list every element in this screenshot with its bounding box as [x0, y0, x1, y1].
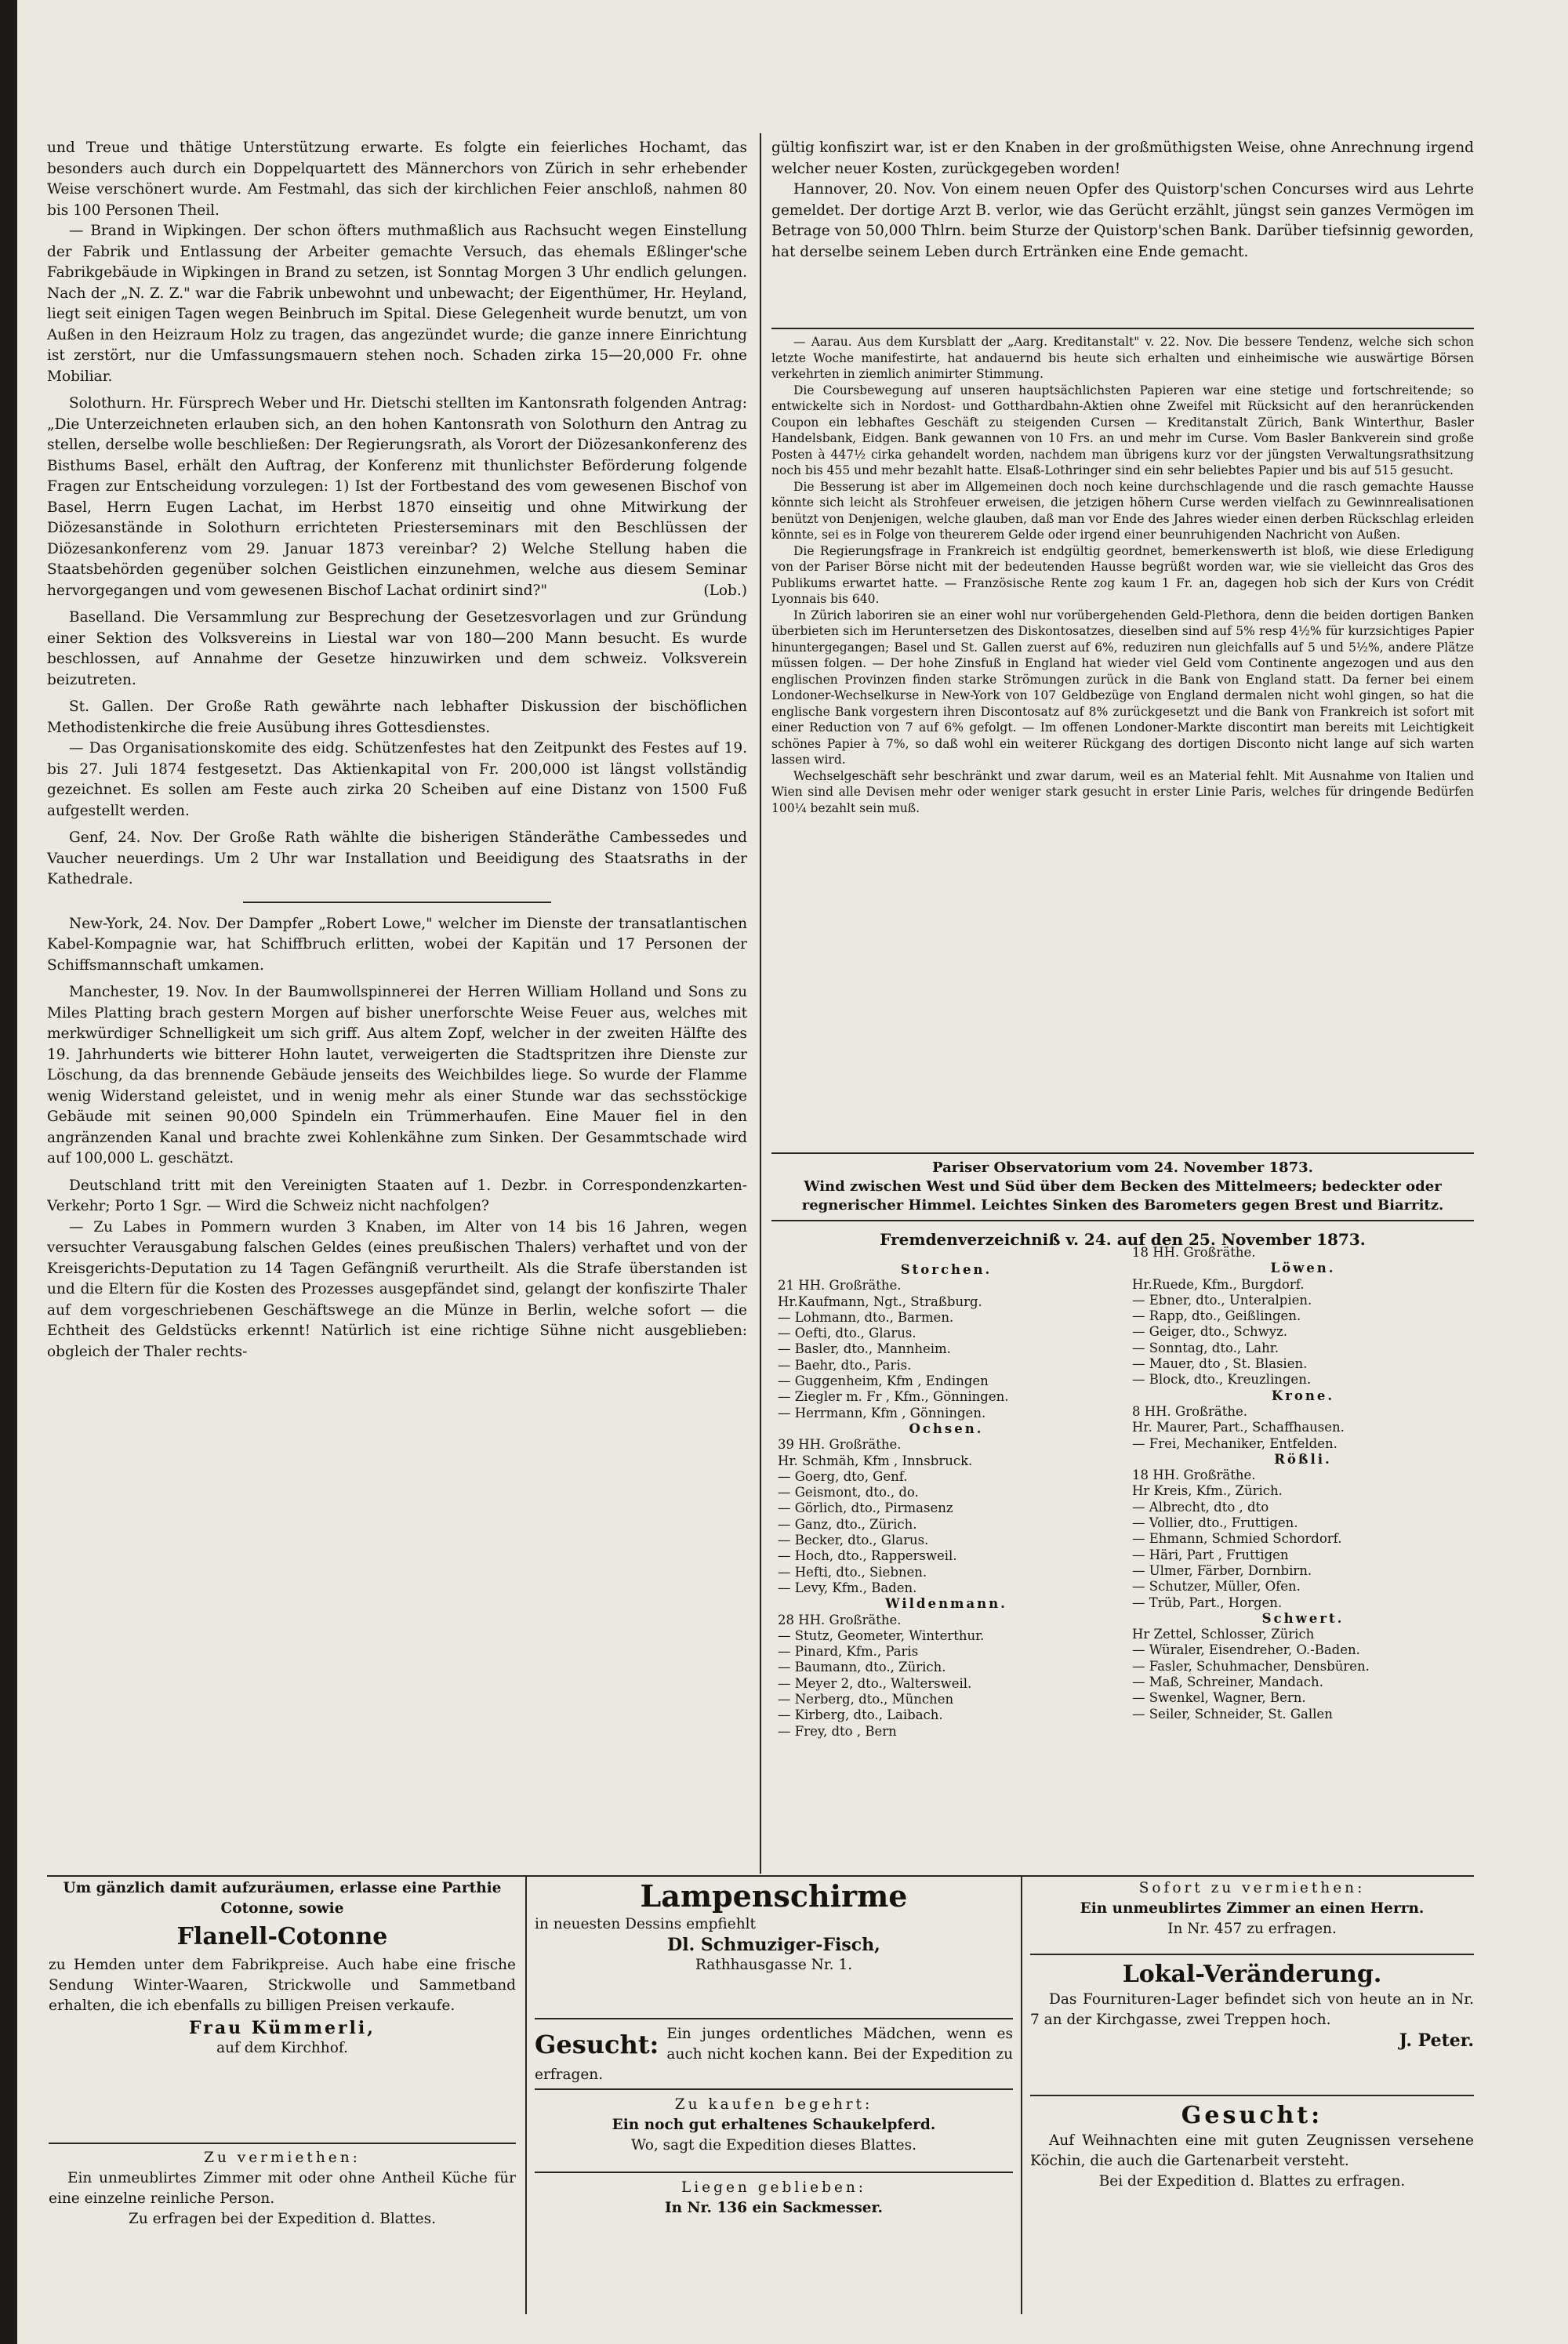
guest-list-entry: — Hoch, dto., Rappersweil. [778, 1548, 957, 1564]
finance-paragraph: Die Regierungsfrage in Frankreich ist endgültig geordnet, bemerkenswerth ist bloß, wie diese Erledigung von der Pariser Börse nicht mit der bedeutenden Hausse begrüßt worden war, wie sie vielleicht das Gros des Publikums erwartet hatte. — Französische Rente zog kaum 1 Fr. an, dagegen hob sich der Kurs von Crédit Lyonnais bis 640. [771, 543, 1474, 606]
section-divider [771, 328, 1474, 329]
guest-list-entry: — Maß, Schreiner, Mandach. [1132, 1675, 1323, 1690]
article-paragraph: New-York, 24. Nov. Der Dampfer „Robert Lowe," welcher im Dienste der transatlantischen Kabel-Kompagnie war, hat Schiffbruch erlitten, wobei der Kapitän und 17 Personen der Schiffsmannschaft umkamen. [47, 915, 747, 974]
guest-list-hotel-heading: Wildenmann. [885, 1596, 1007, 1612]
ad-vermiethen-text: Ein unmeublirtes Zimmer mit oder ohne Antheil Küche für eine einzelne reinliche Person. [49, 2170, 516, 2207]
guest-list-entry: 8 HH. Großräthe. [1132, 1403, 1248, 1419]
article-paragraph: und Treue und thätige Unterstützung erwarte. Es folgte ein feierliches Hochamt, das besonders auch durch ein Doppelquartett des Männerchors von Zürich in sehr erhebender Weise verschönert wurde. Am Festmahl, das sich der kirchlichen Feier anschloß, nahmen 80 bis 100 Personen Theil. [47, 140, 747, 219]
ads-column-rule [525, 1875, 527, 2314]
ad-lampenschirme [535, 1878, 1013, 1976]
guest-list-entry: — Trüb, Part., Horgen. [1132, 1595, 1283, 1610]
ad-vermiethen-right-contact: In Nr. 457 zu erfragen. [1167, 1921, 1337, 1937]
guest-list-entry: Hr Kreis, Kfm., Zürich. [1132, 1483, 1283, 1499]
finance-paragraph: Wechselgeschäft sehr beschränkt und zwar darum, weil es an Material fehlt. Mit Ausnahme von Italien und Wien sind alle Devisen mehr oder weniger stark gesucht in erster Linie Paris, welches für dringende Bedürfen 100¼ bezahlt sein muß. [771, 768, 1474, 815]
finance-paragraph: — Aarau. Aus dem Kursblatt der „Aarg. Kreditanstalt" v. 22. Nov. Die bessere Tendenz, welche sich schon letzte Woche manifestirte, hat andauernd bis heute sich erhalten und einheimische wie auswärtige Börsen verkehrten in ziemlich animirter Stimmung. [771, 335, 1474, 381]
left-column [47, 138, 747, 1851]
ads-divider [1030, 2095, 1474, 2096]
guest-list-entry: 18 HH. Großräthe. [1132, 1468, 1256, 1483]
guest-list-title: Fremdenverzeichniß v. 24. auf den 25. November 1873. [880, 1230, 1366, 1249]
guest-list-left [778, 1262, 1115, 1866]
guest-list-entry: — Baumann, dto., Zürich. [778, 1660, 946, 1675]
ad-vermiethen-title: Zu vermiethen: [204, 2150, 361, 2166]
guest-list-entry: — Guggenheim, Kfm , Endingen [778, 1373, 989, 1389]
article-paragraph: gültig konfiszirt war, ist er den Knaben in der großmüthigsten Weise, ohne Anrechnung irgend welcher neuer Kosten, zurückgegeben worden! [771, 140, 1474, 177]
guest-list-entry: Hr. Schmäh, Kfm , Innsbruck. [778, 1453, 973, 1468]
guest-list-entry: 39 HH. Großräthe. [778, 1437, 902, 1453]
guest-list-entry: — Fasler, Schuhmacher, Densbüren. [1132, 1658, 1370, 1674]
guest-list-entry: — Block, dto., Kreuzlingen. [1132, 1372, 1312, 1388]
guest-list-entry: — Häri, Part , Fruttigen [1132, 1547, 1289, 1562]
finance-report [771, 334, 1474, 1149]
ad-cotonne-place: auf dem Kirchhof. [216, 2040, 348, 2056]
article-paragraph: — Das Organisationskomite des eidg. Schützenfestes hat den Zeitpunkt des Festes auf 19. bis 27. Juli 1874 festgesetzt. Das Aktienkapital von Fr. 200,000 ist längst vollständig gezeichnet. Es sollen am Feste auch zirka 20 Scheiben auf eine Distanz von 1500 Fuß aufgestellt werden. [47, 740, 747, 819]
guest-list-entry: — Baehr, dto., Paris. [778, 1357, 912, 1373]
article-paragraph: Hannover, 20. Nov. Von einem neuen Opfer des Quistorp'schen Concurses wird aus Lehrte gemeldet. Der dortige Arzt B. verlor, wie das Gerücht erzählt, jüngst sein ganzes Vermögen im Betrage von 50,000 Thlrn. beim Sturze der Quistorp'schen Bank. Darüber tiefsinnig geworden, hat derselbe seinem Leben durch Ertränken eine Ende gemacht. [771, 181, 1474, 260]
ad-gesucht-right-contact: Bei der Expedition d. Blattes zu erfragen. [1098, 2173, 1406, 2190]
guest-list-entry: Hr. Maurer, Part., Schaffhausen. [1132, 1420, 1345, 1435]
ad-lampen-address: Rathhausgasse Nr. 1. [695, 1957, 853, 1973]
guest-list-entry: — Goerg, dto, Genf. [778, 1468, 908, 1484]
guest-list-entry: — Frei, Mechaniker, Entfelden. [1132, 1435, 1338, 1451]
guest-list-hotel-heading: Krone. [1271, 1388, 1335, 1403]
article-text: Solothurn. Hr. Fürsprech Weber und Hr. Dietschi stellten im Kantonsrath folgenden Antrag: „Die Unterzeichneten erlauben sich, an den hohen Kantonsrath von Solothurn den Antrag zu stellen, derselbe wolle beschließen: Der Regierungsrath, als Vorort der Diözesankonferenz des Bisthums Basel, erhält den Auftrag, der Konferenz mit thunlichster Beförderung folgende Fragen zur Entscheidung vorzulegen: 1) Ist der Fortbestand des vom gewesenen Bischof von Basel, Herrn Eugen Lachat, im Herbst 1870 einseitig und ohne Mitwirkung der Diözesanstände in Solothurn errichteten Priesterseminars mit den Beschlüssen der Diözesankonferenz vom 29. Januar 1873 vereinbar? 2) Welche Stellung haben die Staatsbehörden gegenüber solchen Geistlichen einzunehmen, welche aus diesem Seminar hervorgegangen und vom gewesenen Bischof Lachat ordinirt sind?" [47, 395, 747, 599]
guest-list-entry: Hr.Kaufmann, Ngt., Straßburg. [778, 1294, 982, 1309]
ads-divider [535, 2018, 1013, 2019]
ad-cotonne-intro: Um gänzlich damit aufzuräumen, erlasse eine Parthie Cotonne, sowie [63, 1880, 502, 1917]
page-binding-edge [0, 0, 17, 2344]
guest-list-entry: — Becker, dto., Glarus. [778, 1533, 929, 1548]
guest-list-entry: — Lohmann, dto., Barmen. [778, 1309, 954, 1325]
ads-divider [49, 2143, 516, 2144]
guest-list-hotel-heading: Storchen. [900, 1262, 993, 1277]
ad-cotonne-headline: Flanell-Cotonne [176, 1923, 388, 1950]
guest-list-right [1132, 1245, 1474, 1864]
section-divider [771, 1220, 1474, 1221]
guest-list-entry: — Kirberg, dto., Laibach. [778, 1707, 943, 1723]
ad-kaufen-contact: Wo, sagt die Expedition dieses Blattes. [631, 2137, 916, 2154]
observatory-box [771, 1159, 1474, 1214]
ad-lokal-text: Das Fournituren-Lager befindet sich von heute an in Nr. 7 an der Kirchgasse, zwei Treppen hoch. [1030, 1991, 1474, 2028]
guest-list-entry: — Ganz, dto., Zürich. [778, 1516, 917, 1532]
ad-lampen-line: in neuesten Dessins empfiehlt [535, 1916, 756, 1932]
ad-vermiethen-right [1030, 1878, 1474, 1939]
ad-gesucht-mid-block [535, 2024, 1013, 2085]
right-column-top [771, 138, 1474, 318]
ad-gesucht-right [1030, 2101, 1474, 2192]
ad-lokal-headline: Lokal-Veränderung. [1122, 1961, 1382, 1988]
guest-list-entry: — Nerberg, dto., München [778, 1692, 954, 1707]
column-rule [760, 133, 761, 1874]
ad-zu-kaufen [535, 2095, 1013, 2156]
observatory-text: Wind zwischen West und Süd über dem Becken des Mittelmeers; bedeckter oder regnerischer Himmel. Leichtes Sinken des Barometers gegen Brest und Biarritz. [801, 1178, 1444, 1214]
guest-list-hotel-heading: Löwen. [1270, 1261, 1336, 1276]
ad-gesucht-mid-head: Gesucht: [535, 2030, 659, 2059]
guest-list-entry: — Ehmann, Schmied Schordorf. [1132, 1531, 1342, 1547]
guest-list-entry: — Levy, Kfm., Baden. [778, 1580, 917, 1595]
article-paragraph: Baselland. Die Versammlung zur Besprechung der Gesetzesvorlagen und zur Gründung einer Sektion des Volksvereins in Liestal war von 180—200 Mann besucht. Es wurde beschlossen, auf Annahme der Gesetze hinzuwirken und dem schweiz. Volksverein beizutreten. [47, 609, 747, 688]
guest-list-entry: — Oefti, dto., Glarus. [778, 1326, 916, 1341]
guest-list-entry: — Meyer 2, dto., Waltersweil. [778, 1675, 972, 1691]
finance-paragraph: Die Besserung ist aber im Allgemeinen doch noch keine durchschlagende und die rasch gemachte Hausse könnte sich leicht als Strohfeuer erweisen, die jetzigen höhern Curse werden vielfach zu Gewinnrealisationen benützt von Denjenigen, welche glauben, daß man vor Ende des Jahres wieder einen derben Rückschlag erleiden könnte, sei es in Folge von theurerem Gelde oder irgend einer beunruhigenden Nachricht von Außen. [771, 479, 1474, 542]
finance-paragraph: Die Coursbewegung auf unseren hauptsächlichsten Papieren war eine stetige und fortschreitende; so entwickelte sich in Nordost- und Gotthardbahn-Aktien ohne Zweifel mit Rücksicht auf den heranrückenden Coupon ein lebhaftes Geschäft zu steigenden Cursen — Kreditanstalt Zürich, Bank Winterthur, Basler Handelsbank, Eidgen. Bank gewannen von 10 Frs. an und mehr im Curse. Vom Basler Bankverein sind große Posten à 447½ cirka gehandelt worden, nachdem man übrigens kurz vor der jüngsten Verwaltungsrathsitzung noch bis 455 und mehr bezahlt hatte. Elsaß-Lothringer sind ein sehr beliebtes Papier und bis auf 515 gesucht. [771, 383, 1474, 477]
ad-kaufen-text: Ein noch gut erhaltenes Schaukelpferd. [612, 2117, 936, 2133]
guest-list-entry: — Görlich, dto., Pirmasenz [778, 1500, 953, 1516]
article-paragraph: St. Gallen. Der Große Rath gewährte nach lebhafter Diskussion der bischöflichen Methodistenkirche die freie Ausübung ihres Gottesdienstes. [47, 698, 747, 736]
guest-list-entry: — Sonntag, dto., Lahr. [1132, 1340, 1279, 1355]
ads-divider [535, 2172, 1013, 2173]
ad-vermiethen-left [49, 2148, 516, 2230]
ad-lokal-name: J. Peter. [1399, 2030, 1474, 2051]
ad-lampen-headline: Lampenschirme [640, 1878, 908, 1914]
section-divider [243, 902, 551, 903]
observatory-title: Pariser Observatorium vom 24. November 1873. [932, 1159, 1313, 1176]
guest-list-hotel-heading: Schwert. [1261, 1610, 1345, 1626]
guest-list-entry: — Ebner, dto., Unteralpien. [1132, 1292, 1312, 1308]
guest-list-entry: — Pinard, Kfm., Paris [778, 1644, 919, 1660]
guest-list-entry: — Geiger, dto., Schwyz. [1132, 1324, 1287, 1340]
ad-vermiethen-right-title: Sofort zu vermiethen: [1138, 1880, 1366, 1896]
ad-vermiethen-right-text: Ein unmeublirtes Zimmer an einen Herrn. [1080, 1900, 1425, 1917]
guest-list-entry: — Hefti, dto., Siebnen. [778, 1564, 927, 1580]
ad-kaufen-title: Zu kaufen begehrt: [674, 2096, 873, 2113]
ad-liegen-geblieben [535, 2178, 1013, 2219]
guest-list-entry: — Frey, dto , Bern [778, 1723, 897, 1739]
guest-list-entry: Hr Zettel, Schlosser, Zürich [1132, 1627, 1315, 1642]
guest-list-entry: — Herrmann, Kfm , Gönningen. [778, 1405, 986, 1421]
ad-gesucht-right-text: Auf Weihnachten eine mit guten Zeugnissen versehene Köchin, die auch die Gartenarbeit versteht. [1030, 2132, 1474, 2169]
guest-list-hotel-heading: Ochsen. [909, 1421, 984, 1436]
guest-list-entry: — Geismont, dto., do. [778, 1485, 919, 1500]
ad-cotonne-text: zu Hemden unter dem Fabrikpreise. Auch habe eine frische Sendung Winter-Waaren, Strickwolle und Sammetband erhalten, die ich ebenfalls zu billigen Preisen verkaufe. [49, 1957, 516, 2014]
guest-list-entry: — Vollier, dto., Fruttigen. [1132, 1515, 1298, 1531]
ad-lokal-veraenderung [1030, 1960, 1474, 2051]
guest-list-hotel-heading: Rößli. [1274, 1451, 1332, 1467]
ad-cotonne [49, 1878, 516, 2059]
guest-list-entry: 18 HH. Großräthe. [1132, 1245, 1256, 1260]
ad-gesucht-mid [535, 2024, 1013, 2085]
article-paragraph: — Zu Labes in Pommern wurden 3 Knaben, im Alter von 14 bis 16 Jahren, wegen versuchter Verausgabung falschen Geldes (eines preußischen Thalers) verhaftet und von der Kreisgerichts-Deputation zu 14 Tagen Gefängniß verurtheilt. Als die Strafe überstanden ist und die Eltern für die Kosten des Prozesses ausgepfändet sind, gelangt der konfiszirte Thaler auf dem vorgeschriebenen Geschäftswege an die Münze in Berlin, welche sofort — die Echtheit des Geldstücks erkennt! Natürlich ist eine richtige Sühne nicht ausgeblieben: obgleich der Thaler rechts- [47, 1218, 747, 1360]
section-divider [771, 1152, 1474, 1154]
ads-divider [535, 2088, 1013, 2090]
article-paragraph: Manchester, 19. Nov. In der Baumwollspinnerei der Herren William Holland und Sons zu Miles Platting brach gestern Morgen auf bisher unerforschte Weise Feuer aus, welches mit merkwürdiger Schnelligkeit um sich griff. Aus altem Zopf, welcher in der zweiten Hälfte des 19. Jahrhunderts wie bitterer Hohn lautet, verweigerten die Stadtspritzen ihre Dienste zur Löschung, da das brennende Gebäude jenseits des Weichbildes liege. So wurde der Flamme wenig Widerstand geleistet, und in wenig mehr als einer Stunde war das sechsstöckige Gebäude mit seinen 90,000 Spindeln ein Trümmerhaufen. Eine Mauer fiel in den angränzenden Kanal und brachte zwei Kohlenkähne zum Sinken. Der Gesammtschade wird auf 100,000 L. geschätzt. [47, 984, 747, 1167]
finance-paragraph: In Zürich laboriren sie an einer wohl nur vorübergehenden Geld-Plethora, denn die beiden dortigen Banken überbieten sich im Heruntersetzen des Diskontosatzes, dieselben sind auf 5% resp 4½% für kurzsichtiges Papier hinuntergegangen; Basel und St. Gallen zuerst auf 6%, reduziren nun gleichfalls auf 5 und 5½%, andere Plätze müssen folgen. — Der hohe Zinsfuß in England hat wieder viel Geld vom Continente angezogen und aus den englischen Provinzen finden starke Strömungen zurück in die Bank von England statt. Da ferner bei einem Londoner-Wechselkurse in New-York von 107 Geldbezüge von England dermalen nicht wohl gingen, so hat die englische Bank vorgestern ihren Discontosatz auf 8% zurückgesetzt und die Bank von Frankreich ist sofort mit einer Reduction von 7 auf 6% gefolgt. — Im offenen Londoner-Markte discontirt man bereits mit Leichtigkeit schönes Papier à 7%, so daß wohl ein weiterer Rückgang des dortigen Disconto nicht lange auf sich warten lassen wird. [771, 608, 1474, 767]
article-paragraph: Genf, 24. Nov. Der Große Rath wählte die bisherigen Ständeräthe Cambessedes und Vaucher neuerdings. Um 2 Uhr war Installation und Beeidigung des Staatsraths in der Kathedrale. [47, 829, 747, 887]
article-paragraph [47, 394, 747, 601]
guest-list-entry: — Schutzer, Müller, Ofen. [1132, 1579, 1301, 1595]
guest-list-entry: — Albrecht, dto , dto [1132, 1499, 1269, 1515]
guest-list-entry: — Swenkel, Wagner, Bern. [1132, 1690, 1306, 1706]
ads-divider [1030, 1954, 1474, 1955]
ad-liegen-text: In Nr. 136 ein Sackmesser. [665, 2200, 883, 2216]
ads-column-rule [1021, 1875, 1022, 2314]
guest-list-entry: — Ziegler m. Fr , Kfm., Gönningen. [778, 1389, 1009, 1405]
guest-list-entry: — Würaler, Eisendreher, O.-Baden. [1132, 1642, 1360, 1658]
guest-list-entry: Hr.Ruede, Kfm., Burgdorf. [1132, 1276, 1305, 1292]
guest-list-entry: — Ulmer, Färber, Dornbirn. [1132, 1562, 1312, 1578]
article-paragraph: — Brand in Wipkingen. Der schon öfters muthmaßlich aus Rachsucht wegen Einstellung der Fabrik und Entlassung der Arbeiter gemachte Versuch, das ehemals Eßlinger'sche Fabrikgebäude in Wipkingen in Brand zu setzen, ist Sonntag Morgen 3 Uhr endlich gelungen. Nach der „N. Z. Z." war die Fabrik unbewohnt und unbewacht; der Eigenthümer, Hr. Heyland, liegt seit einigen Tagen wegen Beinbruch im Spital. Diese Gelegenheit wurde benutzt, um von Außen in den Heizraum Holz zu tragen, das angezündet wurde; die ganze innere Einrichtung ist zerstört, nur die Umfassungsmauern stehen noch. Schaden zirka 15—20,000 Fr. ohne Mobiliar. [47, 223, 747, 385]
guest-list-entry: — Basler, dto., Mannheim. [778, 1341, 951, 1357]
article-paragraph: Deutschland tritt mit den Vereinigten Staaten auf 1. Dezbr. in Correspondenzkarten-Verkehr; Porto 1 Sgr. — Wird die Schweiz nicht nachfolgen? [47, 1177, 747, 1214]
ad-gesucht-mid-text: Ein junges ordentliches Mädchen, wenn es auch nicht kochen kann. Bei der Expedition zu erfragen. [535, 2026, 1013, 2083]
guest-list-entry: — Rapp, dto., Geißlingen. [1132, 1308, 1301, 1324]
guest-list-entry: — Stutz, Geometer, Winterthur. [778, 1627, 985, 1643]
ad-lampen-name: Dl. Schmuziger-Fisch, [667, 1935, 880, 1955]
guest-list-entry: 21 HH. Großräthe. [778, 1278, 902, 1294]
newspaper-page [17, 0, 1568, 2344]
guest-list-entry: — Mauer, dto , St. Blasien. [1132, 1356, 1308, 1372]
guest-list-entry: 28 HH. Großräthe. [778, 1612, 902, 1627]
ad-cotonne-name: Frau Kümmerli, [189, 2018, 376, 2038]
article-source: (Lob.) [703, 582, 747, 599]
guest-list-entry: — Seiler, Schneider, St. Gallen [1132, 1706, 1333, 1722]
ad-liegen-title: Liegen geblieben: [681, 2179, 867, 2196]
ad-gesucht-right-headline: Gesucht: [1181, 2102, 1323, 2129]
ads-divider [47, 1875, 1474, 1877]
ad-vermiethen-contact: Zu erfragen bei der Expedition d. Blattes. [129, 2211, 436, 2227]
